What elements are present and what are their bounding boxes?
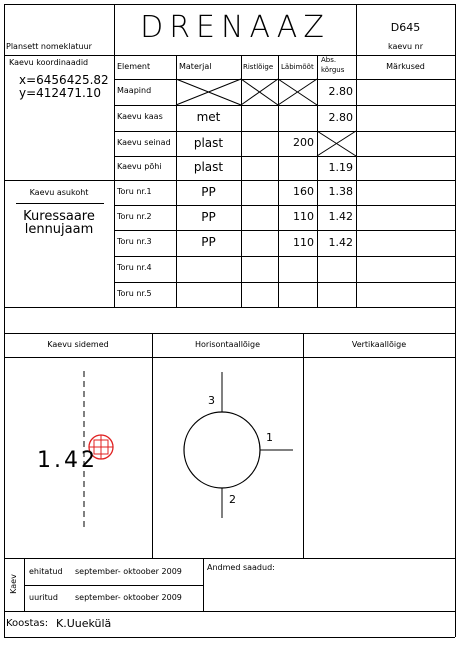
coordinate-x: x=6456425.82 bbox=[19, 73, 109, 87]
row-material: PP bbox=[201, 235, 216, 249]
well-id: D645 bbox=[390, 21, 421, 34]
col-header-diameter: Läbimõõt bbox=[281, 63, 314, 71]
built-label: ehitatud bbox=[29, 567, 63, 576]
row-elevation: 2.80 bbox=[328, 110, 353, 124]
plan-nomenclature-label: Plansett nomeklatuur bbox=[6, 42, 92, 51]
row-material: PP bbox=[201, 184, 216, 199]
row-diameter: 200 bbox=[293, 136, 314, 149]
row-element-label: Kaevu kaas bbox=[117, 112, 163, 121]
surveyed-date: september- oktoober 2009 bbox=[75, 593, 182, 602]
section-connections-label: Kaevu sidemed bbox=[47, 340, 109, 349]
row-elevation: 1.42 bbox=[328, 235, 353, 249]
row-diameter: 110 bbox=[293, 210, 314, 223]
row-element-label: Toru nr.5 bbox=[117, 288, 152, 298]
row-element-label: Maapind bbox=[117, 86, 152, 95]
row-element-label: Toru nr.4 bbox=[117, 263, 152, 272]
row-element-label: Toru nr.1 bbox=[117, 186, 152, 196]
well-side-label: Kaev bbox=[9, 574, 18, 594]
coordinate-y: y=412471.10 bbox=[19, 86, 102, 100]
row-element-label: Kaevu seinad bbox=[117, 137, 171, 147]
coordinates-label: Kaevu koordinaadid bbox=[9, 58, 89, 67]
row-elevation: 1.38 bbox=[328, 185, 353, 198]
row-element-label: Toru nr.2 bbox=[117, 211, 152, 221]
col-header-material: Materjal bbox=[179, 62, 212, 71]
section-horizontal-label: Horisontaallõige bbox=[194, 340, 261, 349]
row-diameter: 110 bbox=[293, 235, 314, 249]
pipe-1-label: 1 bbox=[266, 431, 273, 444]
pipe-3-label: 3 bbox=[208, 394, 215, 407]
row-material: plast bbox=[193, 135, 224, 150]
row-elevation: 1.19 bbox=[328, 160, 353, 174]
col-header-abs: Abs. bbox=[321, 56, 337, 64]
col-header-cross-section: Ristlõige bbox=[243, 63, 274, 71]
built-date: september- oktoober 2009 bbox=[75, 567, 182, 576]
well-number-label: kaevu nr bbox=[387, 42, 424, 51]
row-elevation: 1.42 bbox=[328, 210, 353, 223]
elevation-label: 1.42 bbox=[37, 448, 98, 473]
row-elevation: 2.80 bbox=[328, 84, 353, 98]
row-material: met bbox=[196, 110, 221, 124]
location-line-1: Kuressaare bbox=[23, 209, 95, 224]
surveyed-label: uuritud bbox=[29, 593, 58, 602]
data-received-label: Andmed saadud: bbox=[207, 563, 275, 572]
row-material: PP bbox=[201, 209, 216, 224]
col-header-notes: Märkused bbox=[386, 62, 425, 71]
section-vertical-label: Vertikaallõige bbox=[351, 340, 407, 349]
row-element-label: Toru nr.3 bbox=[117, 237, 152, 246]
col-header-element: Element bbox=[117, 62, 151, 71]
author-name: K.Uuekülä bbox=[56, 617, 112, 630]
author-label: Koostas: bbox=[6, 618, 49, 629]
row-element-label: Kaevu põhi bbox=[117, 162, 162, 171]
location-label: Kaevu asukoht bbox=[29, 188, 89, 197]
col-header-elevation: kõrgus bbox=[321, 66, 345, 74]
row-material: plast bbox=[193, 160, 224, 174]
location-line-2: lennujaam bbox=[24, 222, 94, 237]
row-diameter: 160 bbox=[293, 185, 314, 198]
pipe-2-label: 2 bbox=[229, 493, 236, 506]
document-title: DRENAAZ bbox=[140, 10, 330, 45]
well-circle bbox=[184, 412, 260, 488]
